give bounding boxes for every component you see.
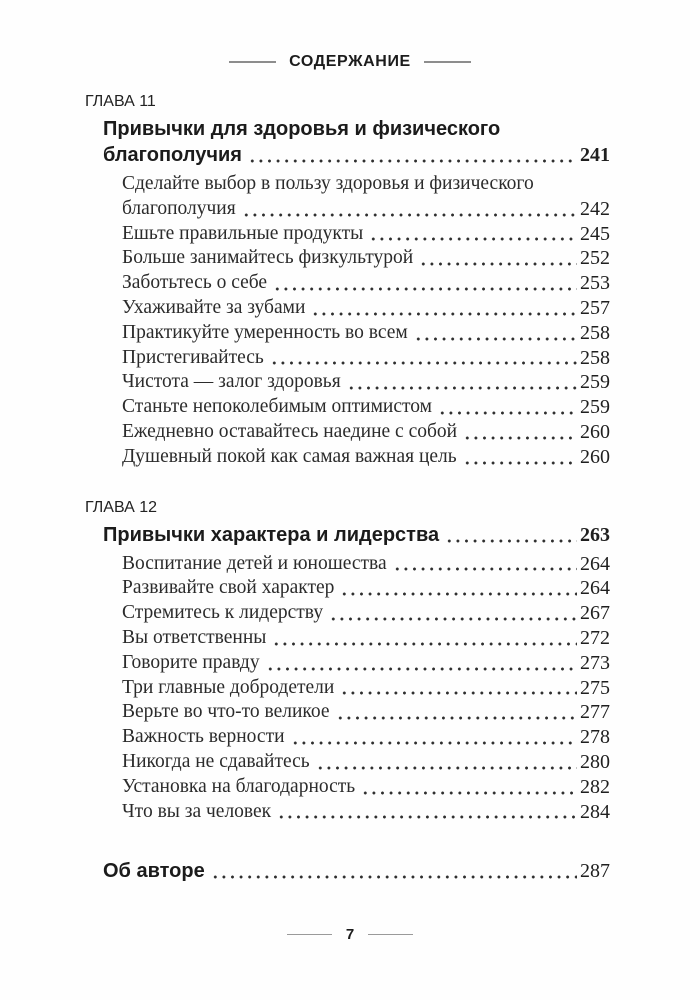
dot-leader bbox=[275, 804, 577, 824]
toc-entry-label: Ежедневно оставайтесь наедине с собой bbox=[122, 420, 458, 442]
toc-entry-page-number: 267 bbox=[580, 602, 610, 625]
toc-entry-page-number: 258 bbox=[580, 346, 610, 369]
toc-entry-page-number: 275 bbox=[580, 676, 610, 699]
chapter-page-number: 263 bbox=[580, 523, 610, 546]
dot-leader bbox=[264, 656, 577, 676]
toc-entry-page-number: 278 bbox=[580, 726, 610, 749]
dot-leader bbox=[309, 301, 577, 321]
dot-leader bbox=[345, 375, 577, 395]
toc-entry-page-number: 242 bbox=[580, 197, 610, 220]
toc-entry bbox=[85, 700, 610, 725]
page-footer bbox=[0, 926, 700, 943]
toc-entry-page-number: 253 bbox=[580, 272, 610, 295]
toc-entry-label: Стремитесь к лидерству bbox=[122, 602, 324, 624]
toc-entry-label: Говорите правду bbox=[122, 651, 260, 673]
toc-entry-label: Развивайте свой характер bbox=[122, 577, 335, 599]
chapter-title-text: Привычки характера и лидерства bbox=[103, 523, 440, 546]
chapter-title-line2: благополучия bbox=[103, 144, 242, 166]
chapter-11-section bbox=[85, 92, 610, 470]
dot-leader bbox=[359, 780, 577, 800]
toc-entry-line2-row bbox=[122, 197, 610, 222]
dot-leader bbox=[338, 581, 577, 601]
toc-entry bbox=[85, 172, 610, 222]
toc-entry-page-number: 284 bbox=[580, 800, 610, 823]
chapter-heading: ГЛАВА 12 bbox=[85, 498, 157, 516]
toc-entry-page-number: 259 bbox=[580, 371, 610, 394]
toc-entry-label: Пристегивайтесь bbox=[122, 346, 264, 368]
about-author-label: Об авторе bbox=[103, 860, 205, 883]
dot-leader bbox=[246, 148, 577, 168]
dot-leader bbox=[270, 631, 577, 651]
header-rule-left bbox=[229, 61, 276, 63]
toc-entry bbox=[85, 800, 610, 825]
toc-entry-page-number: 272 bbox=[580, 626, 610, 649]
toc-entry-label: Станьте непоколебимым оптимистом bbox=[122, 396, 433, 418]
toc-entry-page-number: 280 bbox=[580, 750, 610, 773]
toc-entry bbox=[85, 246, 610, 271]
toc-entry bbox=[85, 321, 610, 346]
toc-entry bbox=[85, 222, 610, 247]
toc-entry bbox=[85, 601, 610, 626]
dot-leader bbox=[268, 350, 577, 370]
chapter-heading: ГЛАВА 11 bbox=[85, 93, 156, 110]
chapter-title-line1: Привычки для здоровья и физического bbox=[103, 118, 501, 140]
toc-entry-label: Верьте во что-то великое bbox=[122, 701, 330, 723]
toc-entry-label: Что вы за человек bbox=[122, 800, 272, 822]
toc-entry bbox=[85, 346, 610, 371]
toc-entry-page-number: 282 bbox=[580, 775, 610, 798]
toc-entry-label: Практикуйте умеренность во всем bbox=[122, 321, 408, 343]
toc-entry bbox=[85, 775, 610, 800]
toc-entry-page-number: 245 bbox=[580, 222, 610, 245]
toc-entry-label: Важность верности bbox=[122, 726, 285, 748]
dot-leader bbox=[240, 202, 577, 222]
toc-entry bbox=[85, 725, 610, 750]
toc-entry bbox=[85, 296, 610, 321]
toc-entry bbox=[85, 576, 610, 601]
toc-entry bbox=[85, 626, 610, 651]
dot-leader bbox=[417, 251, 577, 271]
table-of-contents bbox=[85, 92, 610, 884]
dot-leader bbox=[334, 705, 577, 725]
dot-leader bbox=[209, 864, 577, 884]
toc-entry-page-number: 260 bbox=[580, 420, 610, 443]
toc-entry bbox=[85, 271, 610, 296]
toc-entry-label: Три главные добродетели bbox=[122, 676, 335, 698]
toc-entry-page-number: 259 bbox=[580, 396, 610, 419]
dot-leader bbox=[461, 425, 577, 445]
toc-entry bbox=[85, 651, 610, 676]
dot-leader bbox=[314, 755, 577, 775]
toc-entry-label: Заботьтесь о себе bbox=[122, 272, 268, 294]
dot-leader bbox=[289, 730, 577, 750]
toc-entry-label: Воспитание детей и юношества bbox=[122, 552, 387, 574]
toc-entry bbox=[85, 395, 610, 420]
toc-entry bbox=[85, 552, 610, 577]
dot-leader bbox=[436, 400, 577, 420]
toc-entry-page-number: 258 bbox=[580, 321, 610, 344]
chapter-title bbox=[85, 522, 610, 548]
toc-entry-page-number: 260 bbox=[580, 445, 610, 468]
toc-entry-label: Ухаживайте за зубами bbox=[122, 296, 306, 318]
dot-leader bbox=[271, 276, 577, 296]
toc-entry-page-number: 277 bbox=[580, 701, 610, 724]
toc-entry-label-line1: Сделайте выбор в пользу здоровья и физического bbox=[122, 173, 534, 194]
toc-entry bbox=[85, 420, 610, 445]
toc-entry-label: Никогда не сдавайтесь bbox=[122, 750, 310, 772]
chapter-title-line2-row bbox=[103, 142, 610, 168]
toc-entry-page-number: 257 bbox=[580, 296, 610, 319]
dot-leader bbox=[367, 226, 577, 246]
footer-rule-right bbox=[368, 934, 413, 936]
toc-entry-page-number: 264 bbox=[580, 577, 610, 600]
dot-leader bbox=[391, 556, 577, 576]
chapter-title bbox=[85, 116, 610, 168]
chapter-12-section bbox=[85, 498, 610, 825]
header-rule-right bbox=[424, 61, 471, 63]
toc-entry-page-number: 273 bbox=[580, 651, 610, 674]
chapter-entries bbox=[85, 552, 610, 825]
toc-entry bbox=[85, 676, 610, 701]
contents-header bbox=[0, 53, 700, 71]
toc-entry-label-line2: благополучия bbox=[122, 197, 236, 219]
toc-entry bbox=[85, 445, 610, 470]
toc-entry-label: Чистота — залог здоровья bbox=[122, 371, 341, 393]
toc-entry-label: Больше занимайтесь физкультурой bbox=[122, 247, 414, 269]
dot-leader bbox=[443, 528, 577, 548]
toc-entry-page-number: 264 bbox=[580, 552, 610, 575]
about-author-page-number: 287 bbox=[580, 860, 610, 883]
footer-rule-left bbox=[287, 934, 332, 936]
footer-page-number: 7 bbox=[345, 926, 355, 943]
toc-entry-label: Установка на благодарность bbox=[122, 775, 356, 797]
toc-entry-label: Душевный покой как самая важная цель bbox=[122, 445, 457, 467]
dot-leader bbox=[327, 606, 577, 626]
toc-entry bbox=[85, 370, 610, 395]
dot-leader bbox=[461, 450, 577, 470]
dot-leader bbox=[338, 680, 577, 700]
toc-entry bbox=[85, 750, 610, 775]
chapter-title-row bbox=[103, 522, 610, 548]
toc-entry-label: Ешьте правильные продукты bbox=[122, 222, 364, 244]
toc-entry-page-number: 252 bbox=[580, 247, 610, 270]
contents-title: СОДЕРЖАНИЕ bbox=[289, 53, 411, 70]
chapter-entries bbox=[85, 172, 610, 470]
about-author-entry bbox=[85, 858, 610, 884]
dot-leader bbox=[412, 326, 577, 346]
chapter-page-number: 241 bbox=[580, 144, 610, 166]
toc-entry-label: Вы ответственны bbox=[122, 626, 267, 648]
